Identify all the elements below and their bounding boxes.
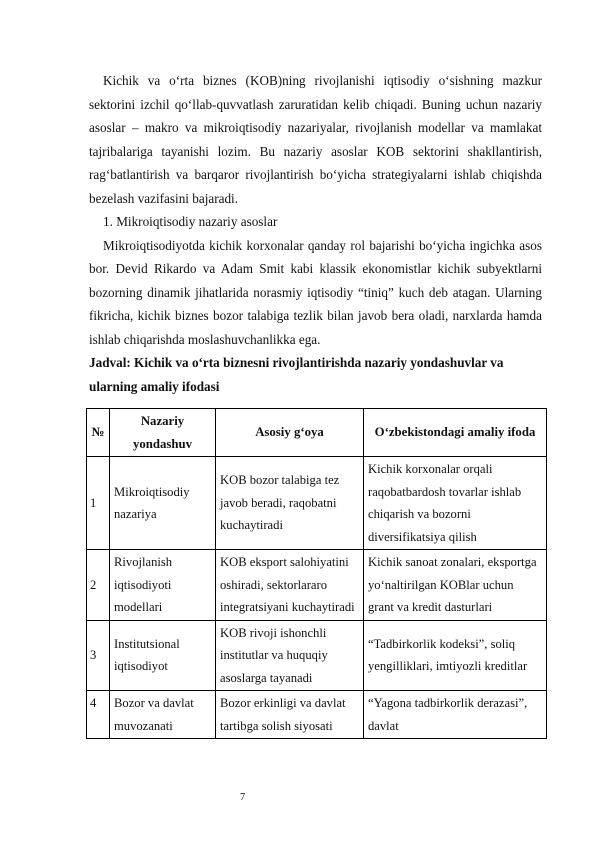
table-header-row bbox=[87, 409, 547, 457]
table-caption: Jadval: Kichik va o‘rta biznesni rivojlantirishda nazariy yondashuvlar va ularning amaliy ifodasi bbox=[89, 355, 504, 394]
row-approach: Bozor va davlat muvozanati bbox=[110, 691, 216, 739]
page-number: 7 bbox=[240, 792, 246, 803]
row-approach: Mikroiqtisodiy nazariya bbox=[110, 457, 216, 550]
header-practical-expression: O‘zbekistondagi amaliy ifoda bbox=[364, 409, 547, 457]
document-body bbox=[89, 69, 542, 398]
header-main-idea: Asosiy g‘oya bbox=[216, 409, 364, 457]
table-row bbox=[87, 691, 547, 739]
row-number: 1 bbox=[87, 457, 110, 550]
row-practical-expression: Kichik sanoat zonalari, eksportga yo‘naltirilgan KOBlar uchun grant va kredit dasturlari bbox=[364, 550, 547, 621]
row-main-idea: Bozor erkinligi va davlat tartibga solish siyosati bbox=[216, 691, 364, 739]
row-main-idea: KOB bozor talabiga tez javob beradi, raqobatni kuchaytiradi bbox=[216, 457, 364, 550]
row-practical-expression: “Yagona tadbirkorlik derazasi”, davlat bbox=[364, 691, 547, 739]
table-row bbox=[87, 620, 547, 691]
row-practical-expression: “Tadbirkorlik kodeksi”, soliq yengilliklari, imtiyozli kreditlar bbox=[364, 620, 547, 691]
row-practical-expression: Kichik korxonalar orqali raqobatbardosh tovarlar ishlab chiqarish va bozorni diversifikatsiya qilish bbox=[364, 457, 547, 550]
intro-paragraph: Kichik va o‘rta biznes (KOB)ning rivojlanishi iqtisodiy o‘sishning mazkur sektorini izchil qo‘llab-quvvatlash zaruratidan kelib chiqadi. Buning uchun nazariy asoslar – makro va mikroiqtisodiy nazariyalar, rivojlanish modellar va mamlakat tajribalariga tayanishi lozim. Bu nazariy asoslar KOB sektorini shakllantirish, rag‘batlantirish va barqaror rivojlantirish bo‘yicha strategiyalarni ishlab chiqishda bezelash vazifasini bajaradi. bbox=[89, 73, 542, 206]
row-number: 2 bbox=[87, 550, 110, 621]
row-number: 4 bbox=[87, 691, 110, 739]
header-approach: Nazariy yondashuv bbox=[110, 409, 216, 457]
theory-approaches-table bbox=[86, 408, 547, 739]
row-main-idea: KOB rivoji ishonchli institutlar va huquqiy asoslarga tayanadi bbox=[216, 620, 364, 691]
row-number: 3 bbox=[87, 620, 110, 691]
table-row bbox=[87, 457, 547, 550]
row-approach: Rivojlanish iqtisodiyoti modellari bbox=[110, 550, 216, 621]
microeconomics-paragraph: Mikroiqtisodiyotda kichik korxonalar qanday rol bajarishi bo‘yicha ingichka asos bor. Devid Rikardo va Adam Smit kabi klassik ekonomistlar kichik subyektlarni bozorning dinamik jihatlarida norasmiy iqtisodiy “tiniq” kuch deb atagan. Ularning fikricha, kichik biznes bozor talabiga tezlik bilan javob bera oladi, narxlarda hamda ishlab chiqarishda moslashuvchanlikka ega. bbox=[89, 237, 542, 347]
table-row bbox=[87, 550, 547, 621]
header-number: № bbox=[87, 409, 110, 457]
row-approach: Institutsional iqtisodiyot bbox=[110, 620, 216, 691]
section-heading-microeconomics: 1. Mikroiqtisodiy nazariy asoslar bbox=[103, 214, 278, 229]
row-main-idea: KOB eksport salohiyatini oshiradi, sektorlararo integratsiyani kuchaytiradi bbox=[216, 550, 364, 621]
